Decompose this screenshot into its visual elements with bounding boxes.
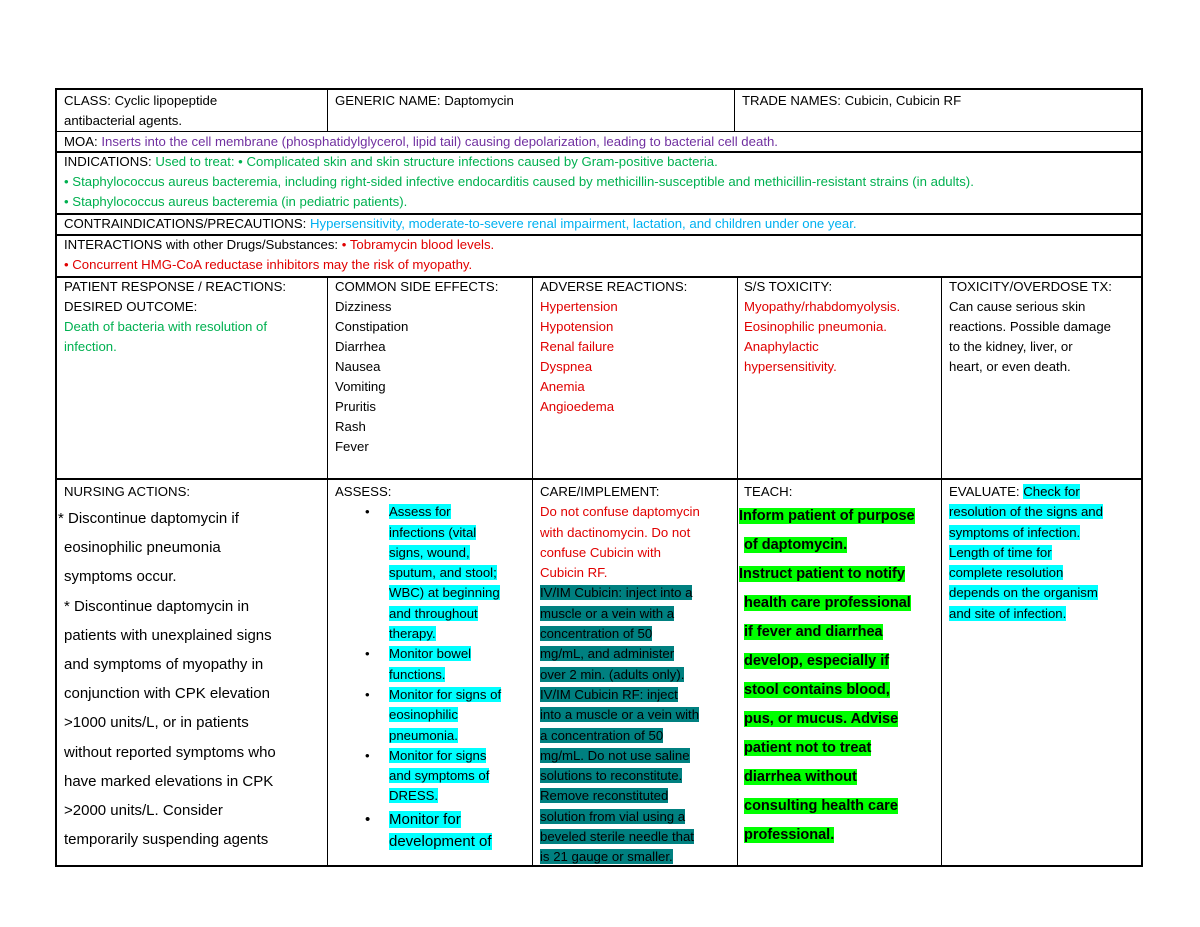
toxicity-line: Eosinophilic pneumonia. <box>744 319 887 334</box>
care-label: CARE/IMPLEMENT: <box>540 484 660 499</box>
teach-line: Inform patient of purpose <box>739 508 915 524</box>
side-effects-label: COMMON SIDE EFFECTS: <box>335 279 499 294</box>
evaluate-line: Check for <box>1023 484 1080 499</box>
bullet-icon: • <box>365 504 370 520</box>
generic-value: Daptomycin <box>444 93 514 108</box>
care-admin-line: concentration of 50 <box>540 626 653 642</box>
assess-item <box>335 809 530 853</box>
teach-line: diarrhea without <box>744 769 857 785</box>
class-value: Cyclic lipopeptide <box>114 93 218 108</box>
bullet-icon: • <box>365 646 370 662</box>
teach-line: if fever and diarrhea <box>744 624 883 640</box>
side-effect-item: Pruritis <box>335 399 377 414</box>
care-admin-line: over 2 min. (adults only). <box>540 666 685 682</box>
assess-text: functions. <box>389 666 446 682</box>
side-effect-item: Diarrhea <box>335 339 386 354</box>
care-admin-line: beveled sterile needle that <box>540 829 694 845</box>
indications-line2: • Staphylococcus aureus bacteremia, including right-sided infective endocarditis caused by methicillin-susceptible and methicillin-resistant strains (in adults). <box>64 174 974 189</box>
bullet-icon: • <box>365 747 370 763</box>
care-admin-line: mg/mL. Do not use saline <box>540 747 690 763</box>
assess-text: signs, wound, <box>389 544 470 560</box>
assess-text: Monitor for <box>389 810 461 828</box>
teach-label: TEACH: <box>744 484 793 499</box>
nursing-line: eosinophilic pneumonia <box>64 539 221 557</box>
side-effect-item: Vomiting <box>335 379 386 394</box>
assess-text: infections (vital <box>389 524 477 540</box>
care-admin-line: a concentration of 50 <box>540 727 664 743</box>
overdose-line: reactions. Possible damage <box>949 319 1112 334</box>
nursing-line: patients with unexplained signs <box>64 626 272 644</box>
evaluate-cell <box>949 482 1141 624</box>
teach-line: professional. <box>744 827 835 843</box>
assess-text: development of <box>389 832 492 850</box>
contraindications-row <box>64 214 1139 234</box>
care-warning-line: Do not confuse daptomycin <box>540 504 700 520</box>
trade-label: TRADE NAMES: <box>742 93 841 108</box>
assess-text: Assess for <box>389 504 451 520</box>
care-warning-line: confuse Cubicin with <box>540 544 661 560</box>
interactions-row <box>64 235 1139 275</box>
nursing-line: temporarily suspending agents <box>64 831 269 849</box>
care-admin-line: IV/IM Cubicin RF: inject <box>540 686 678 702</box>
interactions-label: INTERACTIONS with other Drugs/Substances: <box>64 237 339 252</box>
overdose-cell <box>949 277 1141 377</box>
evaluate-line: symptoms of infection. <box>949 524 1081 540</box>
nursing-line: >2000 units/L. Consider <box>64 802 223 820</box>
side-effect-item: Dizziness <box>335 299 392 314</box>
evaluate-line: depends on the organism <box>949 585 1098 601</box>
row-divider <box>55 478 1143 480</box>
overdose-line: to the kidney, liver, or <box>949 339 1073 354</box>
assess-text: and throughout <box>389 605 478 621</box>
evaluate-line: resolution of the signs and <box>949 504 1103 520</box>
column-divider <box>532 276 533 867</box>
bullet-icon: • <box>365 686 370 702</box>
care-admin-line: mg/mL, and administer <box>540 646 675 662</box>
side-effect-item: Rash <box>335 419 366 434</box>
adverse-item: Hypotension <box>540 319 614 334</box>
evaluate-line: Length of time for <box>949 544 1052 560</box>
toxicity-line: Myopathy/rhabdomyolysis. <box>744 299 901 314</box>
column-divider <box>941 276 942 867</box>
adverse-item: Dyspnea <box>540 359 593 374</box>
care-admin-line: is 21 gauge or smaller. <box>540 849 673 865</box>
assess-text: Monitor for signs of <box>389 686 502 702</box>
indications-label: INDICATIONS: <box>64 154 152 169</box>
assess-text: and symptoms of <box>389 768 490 784</box>
desired-outcome-line: Death of bacteria with resolution of <box>64 319 268 334</box>
side-effect-item: Constipation <box>335 319 409 334</box>
interactions-line2: • Concurrent HMG-CoA reductase inhibitors may the risk of myopathy. <box>64 257 473 272</box>
toxicity-label: S/S TOXICITY: <box>744 279 833 294</box>
care-admin-line: IV/IM Cubicin: inject into a <box>540 585 693 601</box>
nursing-line: and symptoms of myopathy in <box>64 656 264 674</box>
nursing-line: symptoms occur. <box>64 568 177 586</box>
patient-response-cell <box>64 277 324 357</box>
trade-value: Cubicin, Cubicin RF <box>844 93 962 108</box>
assess-label: ASSESS: <box>335 484 392 499</box>
trade-names-cell <box>742 91 1137 111</box>
assess-cell <box>335 482 530 853</box>
indications-line1: Used to treat: • Complicated skin and skin structure infections caused by Gram-positive bacteria. <box>155 154 718 169</box>
side-effect-item: Nausea <box>335 359 381 374</box>
column-divider <box>737 276 738 867</box>
interactions-line1: • Tobramycin blood levels. <box>341 237 495 252</box>
desired-outcome-line: infection. <box>64 339 117 354</box>
care-admin-line: into a muscle or a vein with <box>540 707 700 723</box>
assess-item <box>335 685 530 746</box>
generic-name-cell <box>335 91 730 111</box>
nursing-actions-cell <box>58 482 326 854</box>
class-cell <box>64 91 324 131</box>
nursing-line: >1000 units/L, or in patients <box>64 714 249 732</box>
class-label: CLASS: <box>64 93 111 108</box>
side-effects-cell <box>335 277 530 457</box>
teach-line: Instruct patient to notify <box>739 566 905 582</box>
moa-label: MOA: <box>64 134 98 149</box>
nursing-line: without reported symptoms who <box>64 743 276 761</box>
teach-line: pus, or mucus. Advise <box>744 711 899 727</box>
teach-line: develop, especially if <box>744 653 890 669</box>
overdose-line: heart, or even death. <box>949 359 1071 374</box>
adverse-reactions-label: ADVERSE REACTIONS: <box>540 279 688 294</box>
generic-label: GENERIC NAME: <box>335 93 441 108</box>
assess-text: Monitor for signs <box>389 747 487 763</box>
nursing-line: have marked elevations in CPK <box>64 772 274 790</box>
adverse-item: Renal failure <box>540 339 615 354</box>
adverse-item: Hypertension <box>540 299 618 314</box>
assess-text: eosinophilic <box>389 707 458 723</box>
care-admin-line: solutions to reconstitute. <box>540 768 683 784</box>
nursing-line: * Discontinue daptomycin in <box>64 597 250 615</box>
column-divider <box>327 88 328 131</box>
teach-line: health care professional <box>744 595 911 611</box>
care-warning-line: Cubicin RF. <box>540 565 608 581</box>
assess-item <box>335 746 530 807</box>
toxicity-line: Anaphylactic <box>744 339 819 354</box>
moa-row <box>64 132 1139 152</box>
teach-line: consulting health care <box>744 798 898 814</box>
evaluate-line: and site of infection. <box>949 605 1067 621</box>
moa-text: Inserts into the cell membrane (phosphatidylglycerol, lipid tail) causing depolarization, leading to bacterial cell death. <box>101 134 778 149</box>
indications-line3: • Staphylococcus aureus bacteremia (in pediatric patients). <box>64 194 408 209</box>
desired-outcome-label: DESIRED OUTCOME: <box>64 299 198 314</box>
assess-text: Monitor bowel <box>389 646 472 662</box>
indications-row <box>64 152 1139 212</box>
care-admin-line: muscle or a vein with a <box>540 605 675 621</box>
care-warning-line: with dactinomycin. Do not <box>540 524 691 540</box>
teach-cell <box>739 482 939 850</box>
care-admin-line: Remove reconstituted <box>540 788 669 804</box>
assess-text: pneumonia. <box>389 727 458 743</box>
class-value-cont: antibacterial agents. <box>64 113 183 128</box>
adverse-item: Angioedema <box>540 399 615 414</box>
patient-response-label: PATIENT RESPONSE / REACTIONS: <box>64 279 287 294</box>
column-divider <box>734 88 735 131</box>
toxicity-line: hypersensitivity. <box>744 359 837 374</box>
toxicity-cell <box>744 277 939 377</box>
overdose-line: Can cause serious skin <box>949 299 1086 314</box>
nursing-line: * Discontinue daptomycin if <box>58 510 239 527</box>
assess-text: WBC) at beginning <box>389 585 500 601</box>
assess-text: therapy. <box>389 626 436 642</box>
contraindications-label: CONTRAINDICATIONS/PRECAUTIONS: <box>64 216 307 231</box>
assess-item <box>335 644 530 685</box>
side-effect-item: Fever <box>335 439 369 454</box>
column-divider <box>327 276 328 867</box>
contraindications-text: Hypersensitivity, moderate-to-severe renal impairment, lactation, and children under one year. <box>309 216 857 231</box>
nursing-actions-label: NURSING ACTIONS: <box>64 484 191 499</box>
assess-text: DRESS. <box>389 788 439 804</box>
assess-text: sputum, and stool; <box>389 565 497 581</box>
teach-line: stool contains blood, <box>744 682 890 698</box>
teach-line: patient not to treat <box>744 740 872 756</box>
bullet-icon: • <box>365 810 371 828</box>
adverse-reactions-cell <box>540 277 735 417</box>
teach-line: of daptomycin. <box>744 537 848 553</box>
evaluate-line: complete resolution <box>949 565 1064 581</box>
care-implement-cell <box>540 482 735 868</box>
care-admin-line: solution from vial using a <box>540 808 686 824</box>
assess-item <box>335 502 530 644</box>
adverse-item: Anemia <box>540 379 585 394</box>
assess-list <box>335 502 530 852</box>
overdose-label: TOXICITY/OVERDOSE TX: <box>949 279 1112 294</box>
evaluate-label: EVALUATE: <box>949 484 1020 499</box>
nursing-line: conjunction with CPK elevation <box>64 685 270 703</box>
